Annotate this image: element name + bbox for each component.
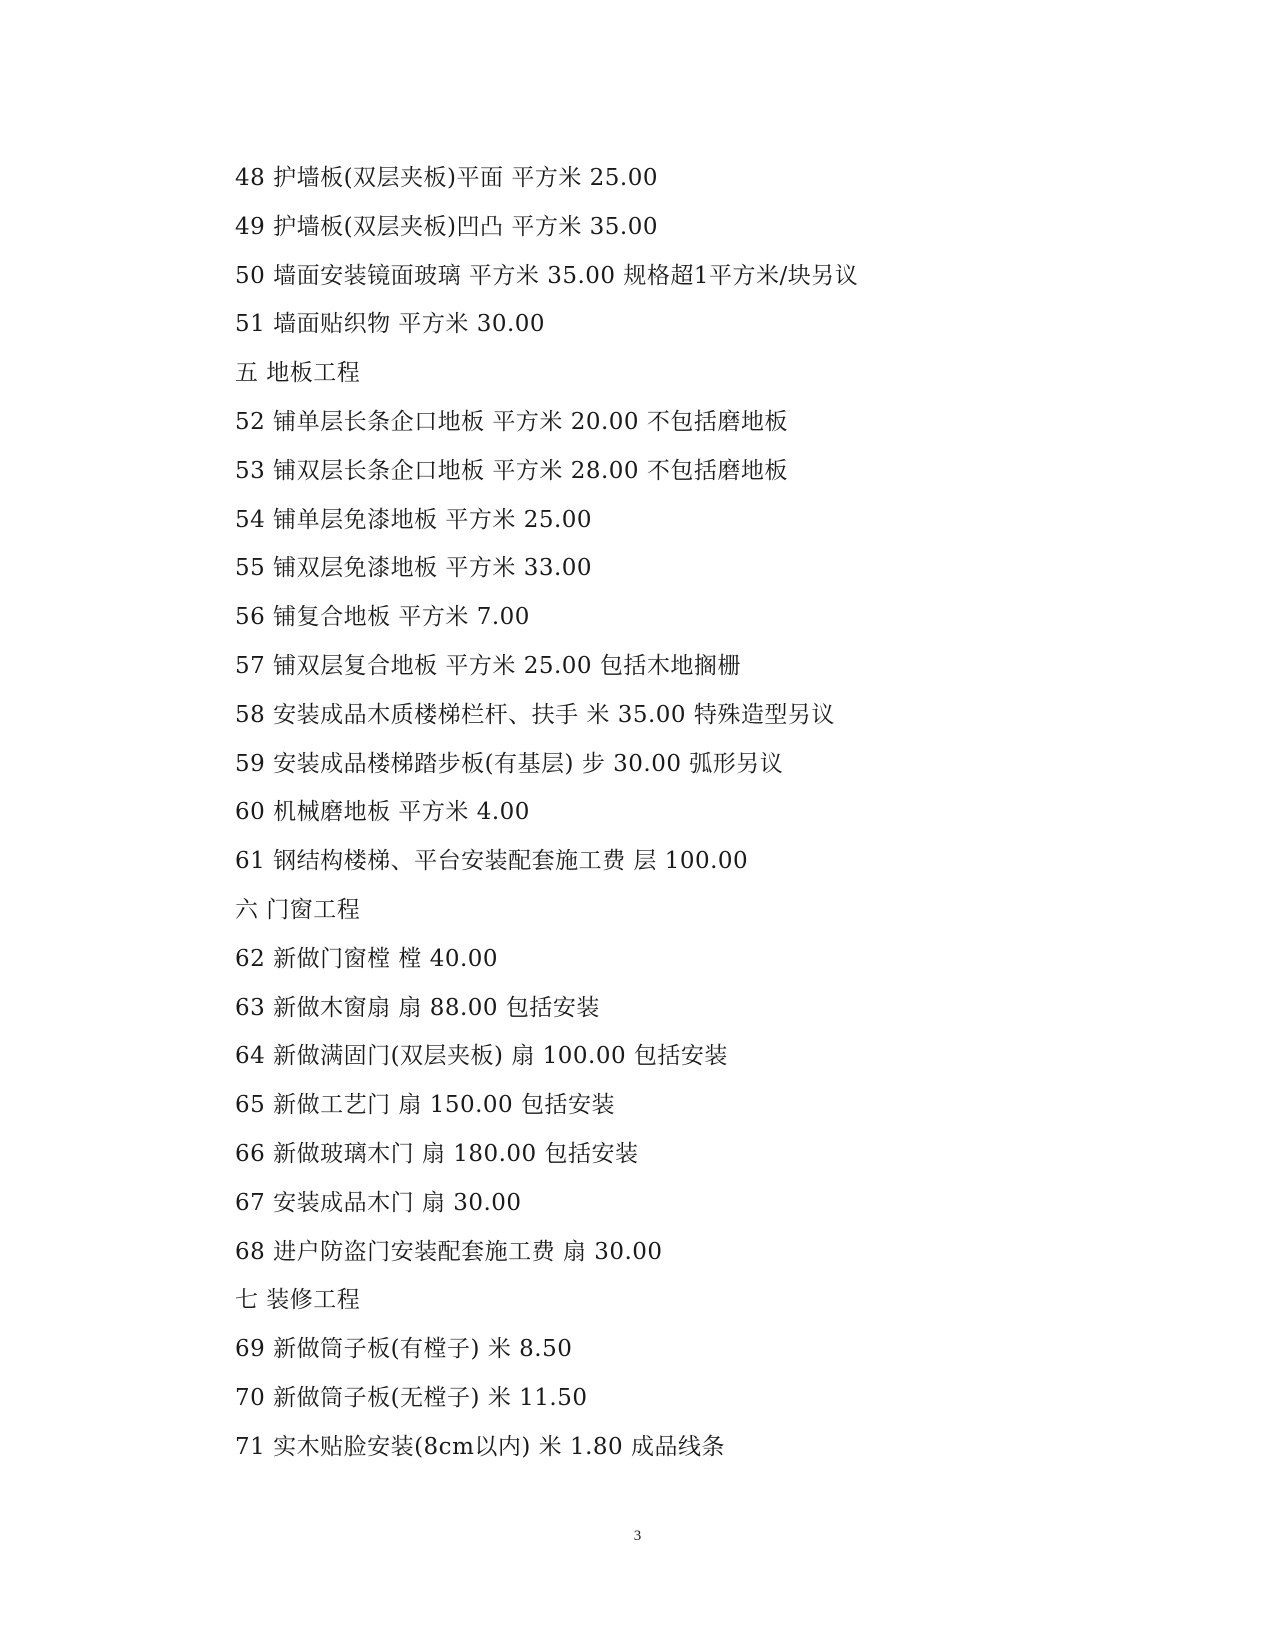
list-item: 50 墙面安装镜面玻璃 平方米 35.00 规格超1平方米/块另议	[235, 262, 859, 289]
list-item: 71 实木贴脸安装(8cm以内) 米 1.80 成品线条	[235, 1433, 725, 1460]
section-heading: 五 地板工程	[235, 360, 361, 387]
list-item: 59 安装成品楼梯踏步板(有基层) 步 30.00 弧形另议	[235, 750, 784, 777]
list-item: 69 新做筒子板(有樘子) 米 8.50	[235, 1336, 573, 1363]
section-heading: 六 门窗工程	[235, 896, 361, 923]
section-heading: 七 装修工程	[235, 1287, 361, 1314]
list-item: 53 铺双层长条企口地板 平方米 28.00 不包括磨地板	[235, 457, 788, 484]
list-item: 65 新做工艺门 扇 150.00 包括安装	[235, 1092, 615, 1119]
list-item: 61 钢结构楼梯、平台安装配套施工费 层 100.00	[235, 848, 749, 875]
list-item: 48 护墙板(双层夹板)平面 平方米 25.00	[235, 165, 658, 191]
list-item: 60 机械磨地板 平方米 4.00	[235, 799, 530, 826]
list-item: 57 铺双层复合地板 平方米 25.00 包括木地搁栅	[235, 652, 741, 679]
list-item: 52 铺单层长条企口地板 平方米 20.00 不包括磨地板	[235, 408, 788, 435]
list-item: 64 新做满固门(双层夹板) 扇 100.00 包括安装	[235, 1043, 728, 1070]
list-item: 58 安装成品木质楼梯栏杆、扶手 米 35.00 特殊造型另议	[235, 701, 835, 728]
list-item: 51 墙面贴织物 平方米 30.00	[235, 311, 546, 338]
list-item: 66 新做玻璃木门 扇 180.00 包括安装	[235, 1140, 639, 1167]
list-item: 54 铺单层免漆地板 平方米 25.00	[235, 506, 593, 533]
page-number: 3	[633, 1528, 642, 1544]
list-item: 56 铺复合地板 平方米 7.00	[235, 604, 530, 631]
list-item: 49 护墙板(双层夹板)凹凸 平方米 35.00	[235, 213, 658, 240]
list-item: 55 铺双层免漆地板 平方米 33.00	[235, 555, 593, 582]
list-item: 68 进户防盗门安装配套施工费 扇 30.00	[235, 1238, 663, 1265]
list-item: 70 新做筒子板(无樘子) 米 11.50	[235, 1384, 588, 1411]
list-item: 62 新做门窗樘 樘 40.00	[235, 945, 499, 972]
list-item: 67 安装成品木门 扇 30.00	[235, 1189, 522, 1216]
price-list	[235, 154, 1215, 1472]
list-item: 63 新做木窗扇 扇 88.00 包括安装	[235, 994, 600, 1021]
